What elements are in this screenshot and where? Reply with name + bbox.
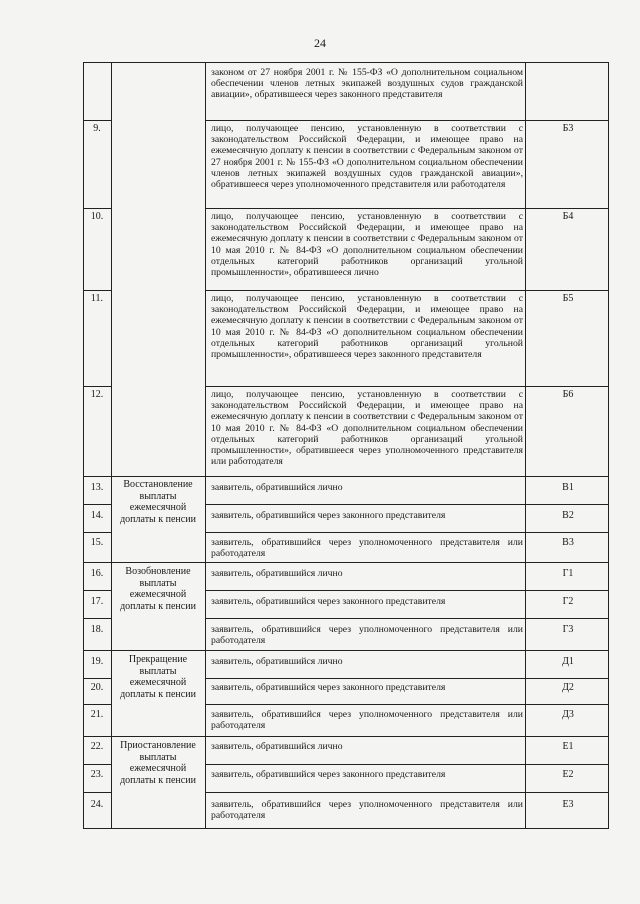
table-cell-number: 17. xyxy=(90,596,104,607)
table-cell-code: Д1 xyxy=(562,656,574,667)
table-cell-number: 24. xyxy=(90,799,104,810)
table-cell-number: 23. xyxy=(90,769,104,780)
table-cell-applicant: лицо, получающее пенсию, установленную в соответствии с законодательством Российской Федерации, и имеющее право на ежемесячную доплату к пенсии в соответствии с Федеральным законом от 10 мая 2010 г. № 84-ФЗ «О дополнительном социальном обеспечении отдельных категорий работников организаций угольной промышленности», обратившееся через уполномоченного представителя или работодателя xyxy=(211,389,523,468)
table-cell-number: 12. xyxy=(90,389,104,400)
table-cell-applicant: заявитель, обратившийся лично xyxy=(211,568,343,579)
service-name: Прекращение выплаты ежемесячной доплаты к пенсии xyxy=(120,654,196,700)
table-cell-code: Б4 xyxy=(562,211,574,222)
table-cell-applicant: лицо, получающее пенсию, установленную в соответствии с законодательством Российской Федерации, и имеющее право на ежемесячную доплату к пенсии в соответствии с Федеральным законом от 10 мая 2010 г. № 84-ФЗ «О дополнительном социальном обеспечении отдельных категорий работников организаций угольной промышленности», обратившееся через законного представителя xyxy=(211,293,523,361)
service-name: Приостановление выплаты ежемесячной доплаты к пенсии xyxy=(120,740,196,786)
table-cell-code: Е3 xyxy=(562,799,574,810)
table-cell-code: Д2 xyxy=(562,682,574,693)
table-cell-applicant: заявитель, обратившийся через законного представителя xyxy=(211,510,446,521)
table-cell-number: 9. xyxy=(93,123,101,134)
table-cell-number: 15. xyxy=(90,537,104,548)
table-cell-code: Г3 xyxy=(562,624,574,635)
table-cell-number: 11. xyxy=(90,293,104,304)
table-cell-applicant: заявитель, обратившийся через законного представителя xyxy=(211,682,446,693)
table-cell-applicant: лицо, получающее пенсию, установленную в соответствии с законодательством Российской Федерации, и имеющее право на ежемесячную доплату к пенсии в соответствии с Федеральным законом от 10 мая 2010 г. № 84-ФЗ «О дополнительном социальном обеспечении отдельных категорий работников организаций угольной промышленности», обратившееся лично xyxy=(211,211,523,279)
table-cell-code: Б5 xyxy=(562,293,574,304)
page-number: 24 xyxy=(314,36,326,50)
table-cell-number: 10. xyxy=(90,211,104,222)
table-cell-code: В1 xyxy=(562,482,574,493)
table-cell-number: 20. xyxy=(90,682,104,693)
table-cell-applicant: заявитель, обратившийся лично xyxy=(211,741,343,752)
table-cell-code: Е1 xyxy=(562,741,574,752)
table-cell-applicant: заявитель, обратившийся через уполномоченного представителя или работодателя xyxy=(211,709,523,732)
table-cell-code: Г1 xyxy=(562,568,574,579)
table-cell-code: Д3 xyxy=(562,709,574,720)
table-cell-applicant: лицо, получающее пенсию, установленную в соответствии с законодательством Российской Федерации, и имеющее право на ежемесячную доплату к пенсии в соответствии с Федеральным законом от 27 ноября 2001 г. № 155-ФЗ «О дополнительном социальном обеспечении членов летных экипажей воздушных судов гражданской авиации», обратившееся через уполномоченного представителя или работодателя xyxy=(211,123,523,191)
table-cell-applicant: заявитель, обратившийся через законного представителя xyxy=(211,596,446,607)
table-cell-code: Г2 xyxy=(562,596,574,607)
table-cell-applicant: заявитель, обратившийся через уполномоченного представителя или работодателя xyxy=(211,799,523,822)
table-cell-code: Е2 xyxy=(562,769,574,780)
table-cell-number: 19. xyxy=(90,656,104,667)
table-cell-number: 21. xyxy=(90,709,104,720)
table-cell-applicant: заявитель, обратившийся через уполномоченного представителя или работодателя xyxy=(211,624,523,647)
table-cell-number: 14. xyxy=(90,510,104,521)
table-cell-number: 18. xyxy=(90,624,104,635)
table-cell-applicant: заявитель, обратившийся лично xyxy=(211,482,343,493)
table-cell-applicant: заявитель, обратившийся лично xyxy=(211,656,343,667)
table-cell-applicant: законом от 27 ноября 2001 г. № 155-ФЗ «О дополнительном социальном обеспечении членов летных экипажей воздушных судов гражданской авиации», обратившееся через законного представителя xyxy=(211,67,523,101)
table-cell-number: 16. xyxy=(90,568,104,579)
table-cell-applicant: заявитель, обратившийся через законного представителя xyxy=(211,769,446,780)
table-cell-code: В3 xyxy=(562,537,574,548)
table-cell-applicant: заявитель, обратившийся через уполномоченного представителя или работодателя xyxy=(211,537,523,560)
service-name: Возобновление выплаты ежемесячной доплаты к пенсии xyxy=(120,566,196,612)
table-cell-number: 13. xyxy=(90,482,104,493)
table-cell-code: Б6 xyxy=(562,389,574,400)
table-cell-code: Б3 xyxy=(562,123,574,134)
service-name: Восстановление выплаты ежемесячной доплаты к пенсии xyxy=(120,479,196,525)
table-cell-code: В2 xyxy=(562,510,574,521)
table-cell-number: 22. xyxy=(90,741,104,752)
